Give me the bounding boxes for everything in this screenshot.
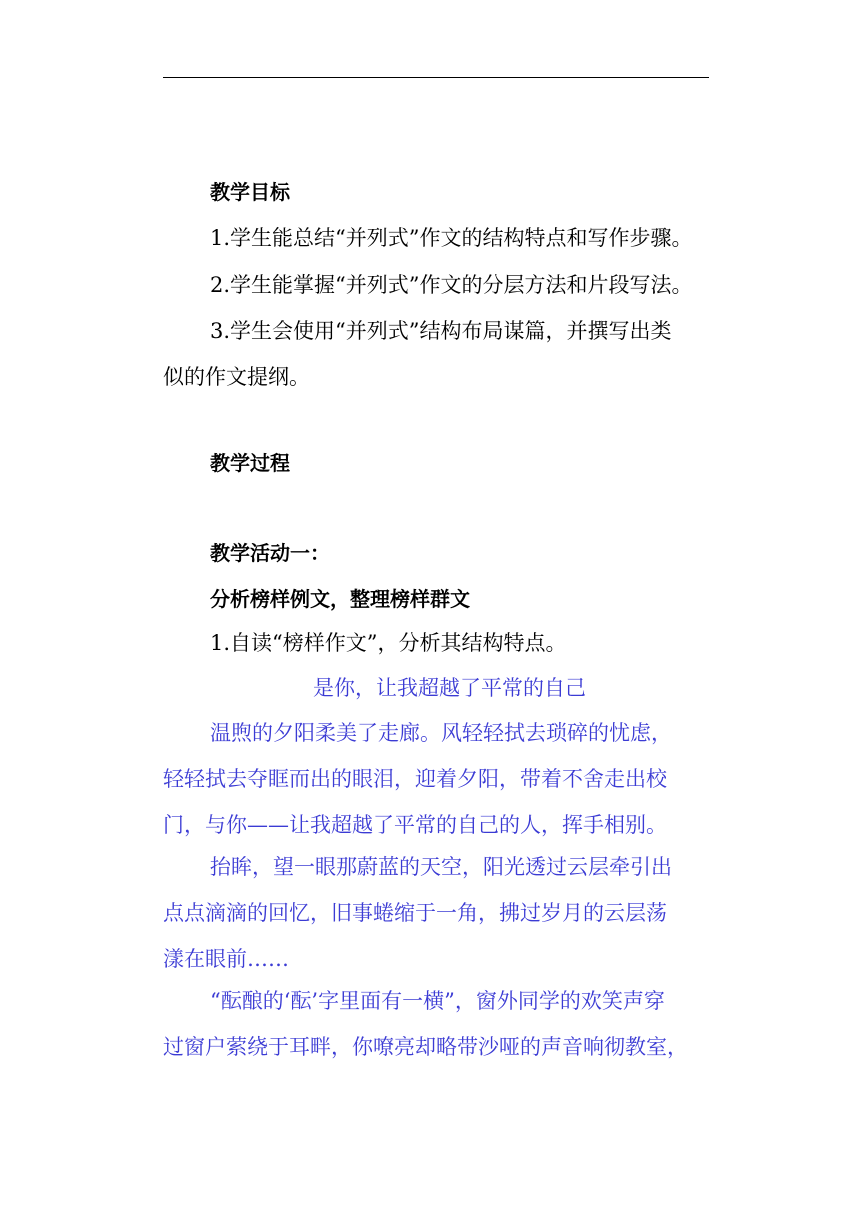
essay-paragraph-2-line-3: 漾在眼前……: [163, 947, 289, 971]
essay-paragraph-1-line-3: 门，与你——让我超越了平常的自己的人，挥手相别。: [163, 813, 667, 837]
activity-subheading: 分析榜样例文，整理榜样群文: [210, 587, 470, 611]
objective-item-1: 1.学生能总结“并列式”作文的结构特点和写作步骤。: [210, 226, 693, 250]
objectives-heading: 教学目标: [210, 180, 290, 204]
objective-item-2: 2.学生能掌握“并列式”作文的分层方法和片段写法。: [210, 273, 693, 297]
essay-paragraph-2-line-1: 抬眸，望一眼那蔚蓝的天空，阳光透过云层牵引出: [210, 855, 672, 879]
objective-item-3-line-1: 3.学生会使用“并列式”结构布局谋篇，并撰写出类: [210, 319, 672, 343]
header-rule: [163, 77, 709, 78]
activity-heading: 教学活动一：: [210, 541, 330, 565]
essay-paragraph-3-line-2: 过窗户萦绕于耳畔，你嘹亮却略带沙哑的声音响彻教室，: [163, 1035, 688, 1059]
essay-paragraph-2-line-2: 点点滴滴的回忆，旧事蜷缩于一角，拂过岁月的云层荡: [163, 901, 667, 925]
process-heading: 教学过程: [210, 451, 290, 475]
essay-paragraph-1-line-1: 温煦的夕阳柔美了走廊。风轻轻拭去琐碎的忧虑，: [210, 721, 672, 745]
objective-item-3-line-2: 似的作文提纲。: [163, 365, 310, 389]
activity-instruction: 1.自读“榜样作文”，分析其结构特点。: [210, 631, 567, 655]
essay-title: 是你，让我超越了平常的自己: [313, 676, 586, 700]
essay-paragraph-3-line-1: “酝酿的‘酝’字里面有一横”，窗外同学的欢笑声穿: [210, 989, 665, 1013]
essay-paragraph-1-line-2: 轻轻拭去夺眶而出的眼泪，迎着夕阳，带着不舍走出校: [163, 767, 667, 791]
